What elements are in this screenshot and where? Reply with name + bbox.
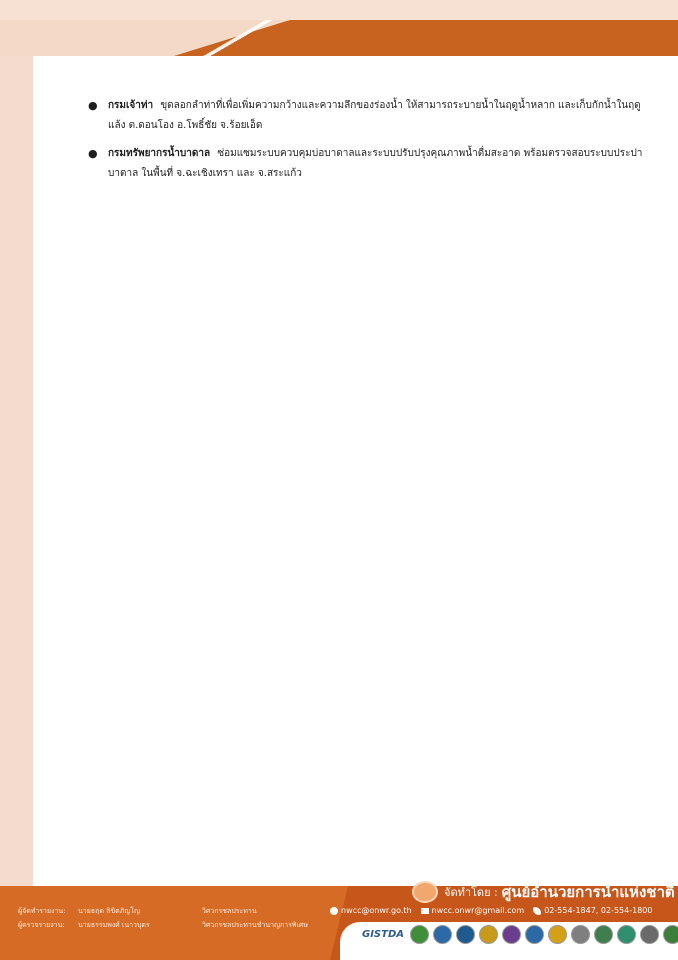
credit-row-reviewer	[18, 918, 322, 932]
notice-item	[88, 144, 653, 184]
credit-position: วิศวกรชลประทานชำนาญการพิเศษ	[202, 921, 308, 929]
contact-email[interactable]	[421, 906, 525, 915]
notice-text: ขุดลอกลำท่าที่เพื่อเพิ่มความกว้างและความลึกของร่องน้ำ ให้สามารถระบายน้ำในฤดูน้ำหลาก และเก็บกักน้ำในฤดูแล้ง ต.ดอนโอง อ.โพธิ์ชัย จ.ร้อยเอ็ด	[108, 100, 641, 131]
contact-info	[330, 906, 661, 915]
top-band	[0, 0, 678, 20]
contact-website[interactable]	[330, 906, 412, 915]
partner-agency-logo-icon	[479, 925, 498, 944]
phone-icon	[533, 907, 541, 915]
left-margin	[0, 56, 33, 886]
mail-icon	[421, 908, 429, 914]
credit-role: ผู้ตรวจรายงาน:	[18, 921, 65, 929]
notice-text: ซ่อมแซมระบบควบคุมบ่อบาดาลและระบบปรับปรุงคุณภาพน้ำดื่มสะอาด พร้อมตรวจสอบระบบประปาบาดาล ในพื้นที่ จ.ฉะเชิงเทรา และ จ.สระแก้ว	[108, 148, 643, 179]
contact-phone[interactable]	[533, 906, 652, 915]
partner-agency-logo-icon	[640, 925, 659, 944]
notice-list	[88, 96, 653, 192]
credit-position: วิศวกรชลประทาน	[202, 907, 257, 915]
partner-agency-logo-icon	[594, 925, 613, 944]
organization-logo-icon	[412, 881, 438, 903]
partner-agency-logo-icon	[525, 925, 544, 944]
partner-agency-logo-icon	[456, 925, 475, 944]
bullet-icon: ●	[88, 99, 98, 112]
notice-text-block	[108, 144, 653, 184]
credit-role: ผู้จัดทำรายงาน:	[18, 907, 66, 915]
notice-org: กรมเจ้าท่า	[108, 100, 154, 111]
organizer-name: ศูนย์อำนวยการน้ำแห่งชาติ	[501, 883, 675, 901]
partner-agency-logo-icon	[571, 925, 590, 944]
credit-row-author	[18, 904, 322, 918]
website-text: nwcc@onwr.go.th	[341, 906, 412, 915]
notice-org: กรมทรัพยากรน้ำบาดาล	[108, 148, 211, 159]
partner-agency-logo-icon	[502, 925, 521, 944]
organizer	[412, 880, 675, 904]
partner-agency-logo-icon	[617, 925, 636, 944]
credit-name: นายธรรมพงศ์ เนาวบุตร	[78, 921, 150, 929]
partner-logos	[362, 925, 678, 944]
bullet-icon: ●	[88, 147, 98, 160]
partner-agency-logo-icon	[548, 925, 567, 944]
partner-agency-logo-icon	[410, 925, 429, 944]
email-text: nwcc.onwr@gmail.com	[431, 906, 525, 915]
partner-agency-logo-icon	[663, 925, 678, 944]
organizer-prefix: จัดทำโดย :	[444, 886, 498, 899]
partner-agency-logo-icon	[433, 925, 452, 944]
notice-item	[88, 96, 653, 136]
credit-name: นายธฤต ลิขิตภิญโญ	[78, 907, 141, 915]
header-bar	[0, 20, 678, 56]
report-credits	[18, 904, 322, 932]
gistda-logo: GISTDA	[362, 929, 404, 940]
globe-icon	[330, 907, 338, 915]
notice-text-block	[108, 96, 653, 136]
phone-text: 02-554-1847, 02-554-1800	[544, 906, 653, 915]
